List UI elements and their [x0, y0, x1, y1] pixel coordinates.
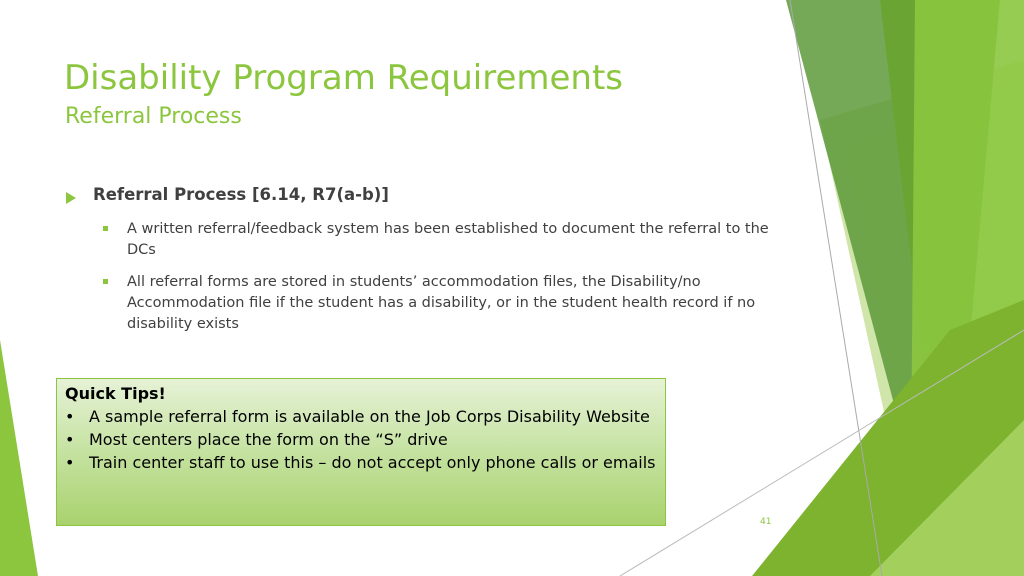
sub-bullet-text: A written referral/feedback system has been established to document the referral to the DCs — [127, 221, 769, 258]
sub-bullet-list — [100, 219, 770, 346]
quick-tip-text: Train center staff to use this – do not accept only phone calls or emails — [89, 453, 656, 472]
sub-bullet-item — [100, 272, 770, 335]
page-number: 41 — [760, 517, 772, 527]
quick-tip-item — [65, 405, 657, 428]
slide-subtitle: Referral Process — [65, 104, 242, 129]
sub-bullet-item — [100, 219, 770, 261]
quick-tips-title: Quick Tips! — [65, 384, 166, 403]
bullet-dot-icon: • — [65, 407, 75, 426]
quick-tips-box — [56, 378, 666, 526]
quick-tip-text: A sample referral form is available on the Job Corps Disability Website — [89, 407, 650, 426]
slide-title: Disability Program Requirements — [64, 58, 623, 98]
quick-tip-item — [65, 428, 657, 451]
bullet-dot-icon: • — [65, 453, 75, 472]
main-bullet-label: Referral Process [6.14, R7(a-b)] — [93, 185, 389, 204]
quick-tip-item — [65, 451, 657, 474]
bullet-dot-icon: • — [65, 430, 75, 449]
arrow-bullet-icon — [66, 192, 76, 204]
square-bullet-icon — [103, 279, 108, 284]
sub-bullet-text: All referral forms are stored in students’ accommodation files, the Disability/no Accommodation file if the student has a disability, or in the student health record if no disability exists — [127, 274, 756, 332]
left-green-shard — [0, 340, 38, 576]
square-bullet-icon — [103, 226, 108, 231]
quick-tip-text: Most centers place the form on the “S” drive — [89, 430, 448, 449]
